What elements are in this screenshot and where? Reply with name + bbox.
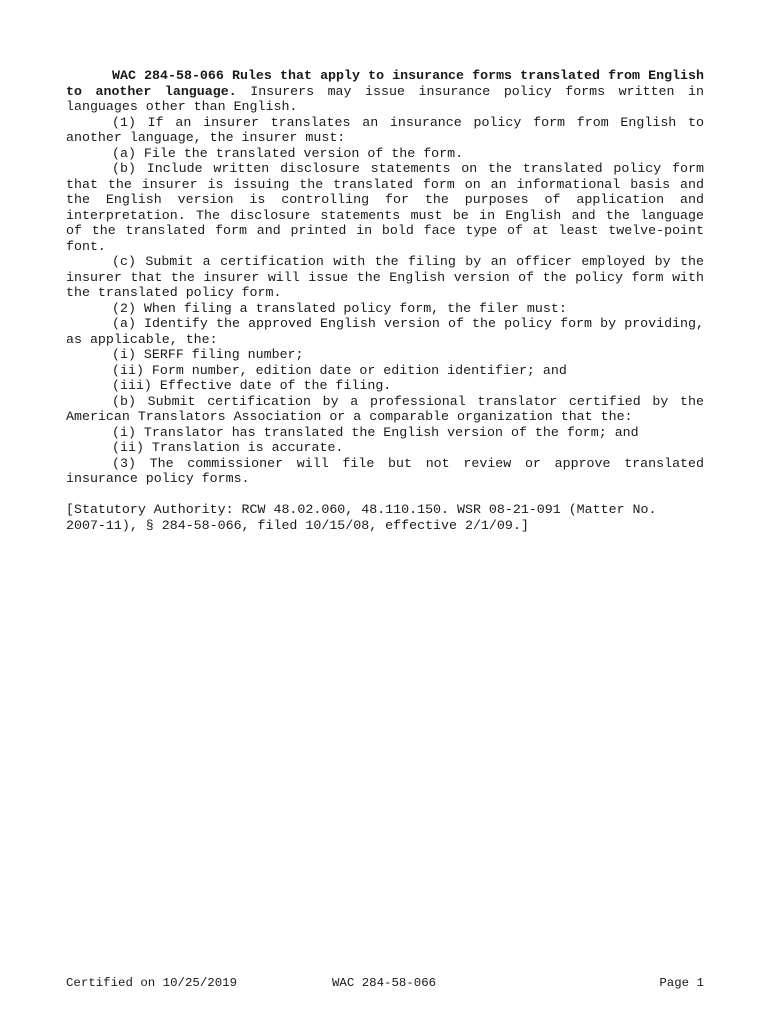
page-footer xyxy=(66,975,704,991)
paragraph-1: (1) If an insurer translates an insurance policy form from English to another language, the insurer must: xyxy=(66,114,704,145)
paragraph-2b-i: (i) Translator has translated the English version of the form; and xyxy=(112,424,639,440)
paragraph-1c: (c) Submit a certification with the filing by an officer employed by the insurer that the insurer will issue the English version of the policy form with the translated policy form. xyxy=(66,254,704,300)
paragraph-1a: (a) File the translated version of the form. xyxy=(112,145,464,161)
footer-citation: WAC 284-58-066 xyxy=(332,976,437,990)
paragraph-3: (3) The commissioner will file but not review or approve translated insurance policy forms. xyxy=(66,455,704,486)
paragraph-1b: (b) Include written disclosure statements on the translated policy form that the insurer is issuing the translated form on an informational basis and the English version is controlling for the purposes of application and interpretation. The disclosure statements must be in English and the language of the translated form and printed in bold face type of at least twelve-point font. xyxy=(66,161,704,254)
section-heading-paragraph xyxy=(66,68,704,115)
footer-certified-date: Certified on 10/25/2019 xyxy=(66,976,238,990)
section-title: WAC 284-58-066 Rules that apply to insurance forms translated from English to another language. xyxy=(66,68,704,99)
section-intro: Insurers may issue insurance policy forms written in languages other than English. xyxy=(66,83,704,114)
statutory-history: [Statutory Authority: RCW 48.02.060, 48.110.150. WSR 08-21-091 (Matter No. 2007-11), § 284-58-066, filed 10/15/08, effective 2/1/09.] xyxy=(66,502,657,533)
paragraph-2a-i: (i) SERFF filing number; xyxy=(112,347,304,362)
document-body xyxy=(66,68,704,533)
paragraph-2a-iii: (iii) Effective date of the filing. xyxy=(112,378,392,393)
footer-page-number: Page 1 xyxy=(659,976,704,990)
paragraph-2: (2) When filing a translated policy form, the filer must: xyxy=(112,300,567,316)
paragraph-2a-ii: (ii) Form number, edition date or edition identifier; and xyxy=(112,362,567,378)
paragraph-2a: (a) Identify the approved English version of the policy form by providing, as applicable, the: xyxy=(66,316,704,347)
paragraph-2b-ii: (ii) Translation is accurate. xyxy=(112,440,344,455)
paragraph-2b: (b) Submit certification by a professional translator certified by the American Translators Association or a comparable organization that the: xyxy=(66,393,704,424)
